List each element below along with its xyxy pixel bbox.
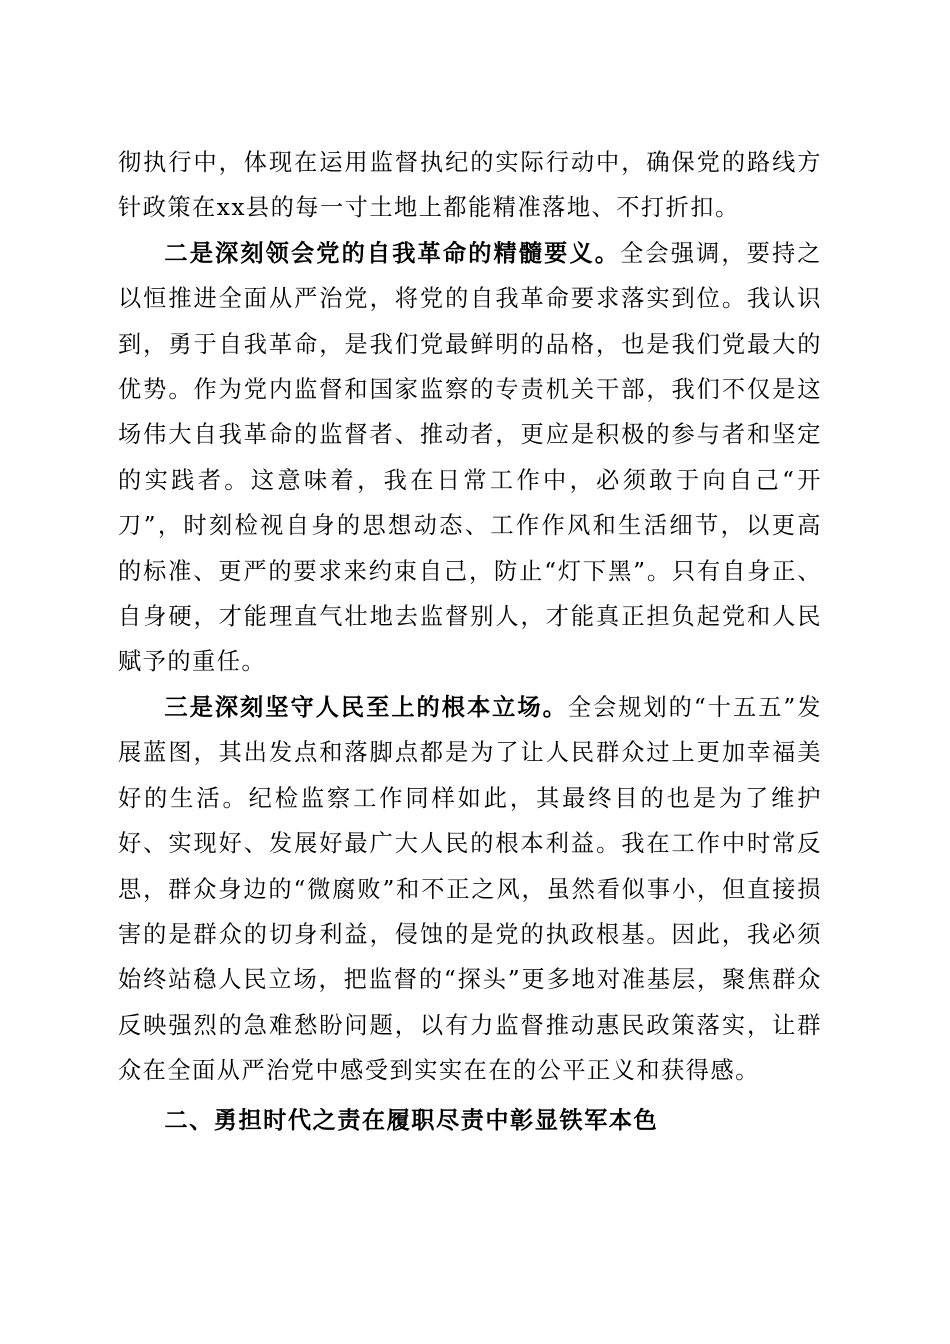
- paragraph-text: 全会强调，要持之以恒推进全面从严治党，将党的自我革命要求落实到位。我认识到，勇于自我革命，是我们党最鲜明的品格，也是我们党最大的优势。作为党内监督和国家监察的专责机关干部，我们不仅是这场伟大自我革命的监督者、推动者，更应是积极的参与者和坚定的实践者。这意味着，我在日常工作中，必须敢于向自己“开刀”，时刻检视自身的思想动态、工作作风和生活细节，以更高的标准、更严的要求来约束自己，防止“灯下黑”。只有自身正、自身硬，才能理直气壮地去监督别人，才能真正担负起党和人民赋予的重任。: [118, 239, 822, 676]
- paragraph-text: 彻执行中，体现在运用监督执纪的实际行动中，确保党的路线方针政策在xx县的每一寸土地上都能精准落地、不打折扣。: [118, 149, 822, 222]
- paragraph-text: 全会规划的“十五五”发展蓝图，其出发点和落脚点都是为了让人民群众过上更加幸福美好的生活。纪检监察工作同样如此，其最终目的也是为了维护好、实现好、发展好最广大人民的根本利益。我在工作中时常反思，群众身边的“微腐败”和不正之风，虽然看似事小，但直接损害的是群众的切身利益，侵蚀的是党的执政根基。因此，我必须始终站稳人民立场，把监督的“探头”更多地对准基层，聚焦群众反映强烈的急难愁盼问题，以有力监督推动惠民政策落实，让群众在全面从严治党中感受到实实在在的公平正义和获得感。: [118, 693, 822, 1085]
- section-heading: 二、勇担时代之责在履职尽责中彰显铁军本色: [164, 1106, 659, 1134]
- document-page: [118, 140, 822, 1143]
- paragraph-self-revolution: [118, 231, 822, 685]
- paragraph-lead: 二是深刻领会党的自我革命的精髓要义。: [164, 239, 621, 267]
- continuation-paragraph: [118, 140, 822, 231]
- paragraph-people-first: [118, 685, 822, 1094]
- paragraph-lead: 三是深刻坚守人民至上的根本立场。: [164, 693, 568, 721]
